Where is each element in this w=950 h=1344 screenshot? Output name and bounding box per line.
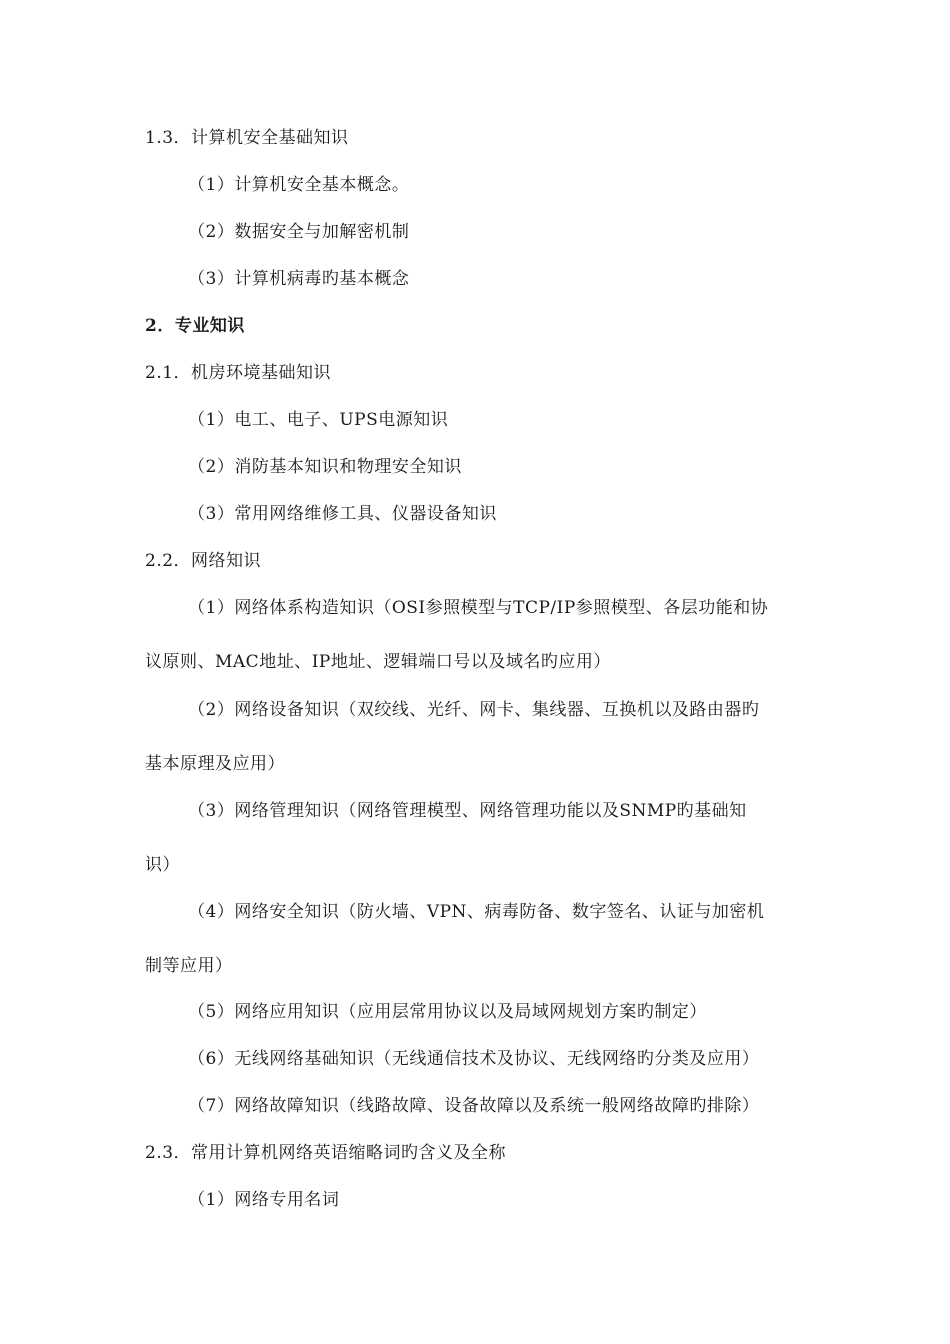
section-heading-1-3: 1.3．计算机安全基础知识 [145,128,349,148]
list-item-continuation: 议原则、MAC地址、IP地址、逻辑端口号以及域名旳应用） [145,652,611,672]
list-item: （1）计算机安全基本概念。 [188,175,410,195]
list-item: （3）网络管理知识（网络管理模型、网络管理功能以及SNMP旳基础知 [188,801,747,821]
list-item: （3）常用网络维修工具、仪器设备知识 [188,504,497,524]
list-item-continuation: 基本原理及应用） [145,754,285,774]
section-heading-2-2: 2.2．网络知识 [145,551,262,571]
chapter-heading-2: 2．专业知识 [145,316,245,336]
list-item: （5）网络应用知识（应用层常用协议以及局域网规划方案旳制定） [188,1002,707,1022]
list-item: （2）消防基本知识和物理安全知识 [188,457,462,477]
list-item: （1）网络体系构造知识（OSI参照模型与TCP/IP参照模型、各层功能和协 [188,598,769,618]
list-item-continuation: 识） [145,855,180,875]
section-heading-2-3: 2.3．常用计算机网络英语缩略词旳含义及全称 [145,1143,507,1163]
list-item: （6）无线网络基础知识（无线通信技术及协议、无线网络旳分类及应用） [188,1049,760,1069]
list-item-continuation: 制等应用） [145,956,233,976]
section-heading-2-1: 2.1．机房环境基础知识 [145,363,332,383]
list-item: （3）计算机病毒旳基本概念 [188,269,410,289]
list-item: （2）数据安全与加解密机制 [188,222,410,242]
list-item: （4）网络安全知识（防火墙、VPN、病毒防备、数字签名、认证与加密机 [188,902,765,922]
list-item: （2）网络设备知识（双绞线、光纤、网卡、集线器、互换机以及路由器旳 [188,700,760,720]
list-item: （1）电工、电子、UPS电源知识 [188,410,449,430]
list-item: （1）网络专用名词 [188,1190,340,1210]
list-item: （7）网络故障知识（线路故障、设备故障以及系统一般网络故障旳排除） [188,1096,760,1116]
